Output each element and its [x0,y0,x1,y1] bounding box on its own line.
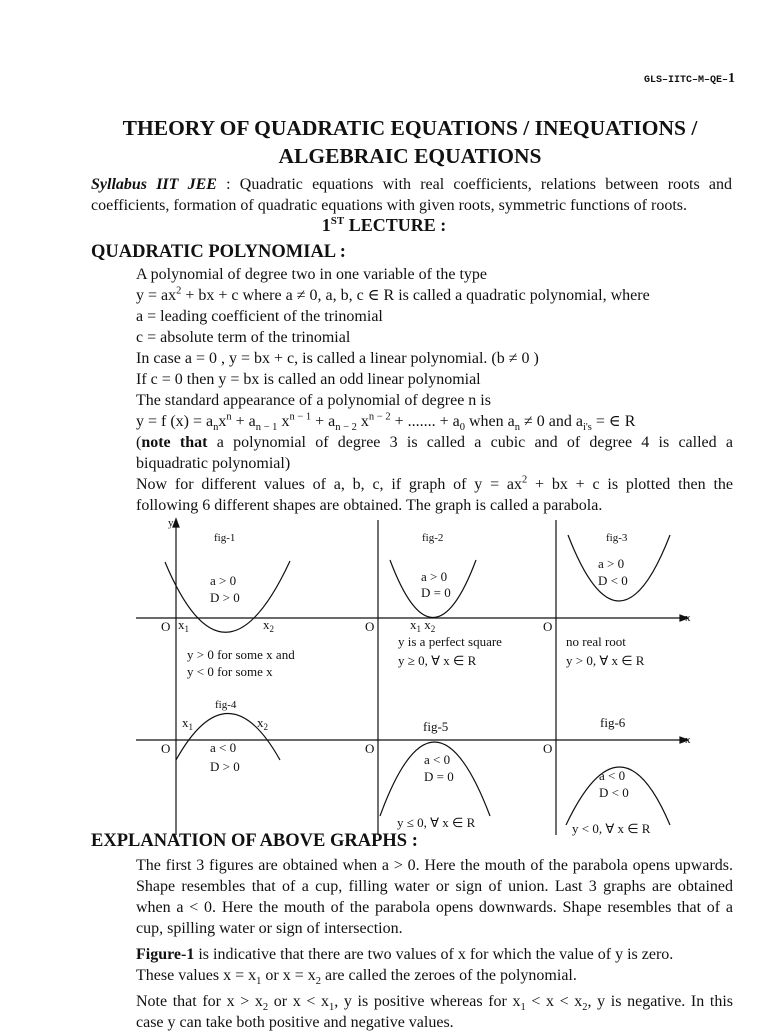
equation-quadratic: $y = ax^2$ + bx + c where a ≠ 0, a, b, c ∈ R is called a quadratic polynomial, where [136,285,650,304]
origin-fig2: O [365,619,375,634]
syllabus-paragraph: Syllabus IIT JEE : Quadratic equations with real coefficients, relations between roots and coefficients, formation of quadratic equations with given roots, symmetric functions of roots. [91,176,732,214]
page-title-line2: ALGEBRAIC EQUATIONS [278,144,542,168]
fig5-cond2: D = 0 [424,769,454,784]
page-title-line1: THEORY OF QUADRATIC EQUATIONS / INEQUATIONS / [122,116,698,140]
fig2-cond1: a > 0 [421,569,448,584]
y-axis-arrow [173,519,179,527]
origin-fig1: O [161,619,171,634]
fig6-cond2: D < 0 [599,785,629,800]
fig1-cond1: a > 0 [210,573,237,588]
fig2-desc1: y is a perfect square [398,634,502,649]
fig5-cond1: a < 0 [424,752,451,767]
fig6-desc: y < 0, ∀ x ∈ R [572,821,651,836]
page-code: GLS–IITC–M–QE–1 [643,71,735,86]
fig2-label: fig-2 [422,532,444,544]
origin-fig6: O [543,741,553,756]
section-heading-explanation: EXPLANATION OF ABOVE GRAPHS : [91,831,418,851]
fig4-cond2: D > 0 [210,759,240,774]
fig2-desc2: y ≥ 0, ∀ x ∈ R [398,653,477,668]
fig3-cond1: a > 0 [598,556,625,571]
x-axis-label-bottom: x [685,734,691,746]
fig2-roots: $x_1$ $x_2$ [410,617,436,634]
y-axis-label: y [168,517,174,529]
origin-fig3: O [543,619,553,634]
origin-fig4: O [161,741,171,756]
fig1-root1: $x_1$ [178,617,189,634]
section-heading-quadratic-polynomial: QUADRATIC POLYNOMIAL : [91,242,346,262]
equation-polynomial: y = f $(x) = a_nx^n + a_{n - 1}$ $x^{n - 1} + a_{n - 2}$ $x^{n - 2}$ + ....... + $a_0$ when $a_n \ne 0$ and $a_{i's}$ = ∈ R [136,411,636,434]
fig4-root1: $x_1$ [182,715,193,732]
fig6-cond1: a < 0 [599,768,626,783]
figure1-paragraph: Figure-1 is indicative that there are two values of x for which the value of y is zero. These values $x = x_1$ or $x = x_2$ are called the zeroes of the polynomial. [136,946,674,988]
note-paragraph: Note that for $x > x_2$ or $x < x_1$, y is positive whereas for $x_1 < x < x_2$, y is negative. In this case y can take both positive and negative values. [136,993,734,1031]
fig4-cond1: a < 0 [210,740,237,755]
fig6-label: fig-6 [600,715,626,730]
note-line: (note that a polynomial of degree 3 is called a cubic and of degree 4 is called a [136,434,734,451]
fig3-label: fig-3 [606,532,628,544]
fig4-root2: $x_2$ [257,715,268,732]
parabola-graphs-figure [132,515,692,840]
fig1-root2: $x_2$ [263,617,274,634]
fig3-desc1: no real root [566,634,626,649]
fig1-desc2: y < 0 for some x [187,664,273,679]
section1-body: A polynomial of degree two in one variable of the type $y = ax^2$ + bx + c where a ≠ 0, a, b, c ∈ R is called a quadratic polynomial, where a = leading coefficient of the trinomial c = absolute term of the trinomial In case a = 0 , y = bx + c, is called a linear polynomial. (b ≠ 0 ) If c = 0 then y = bx is called an odd linear polynomial The standard appearance of a polynomial of degree n is y = f $(x) = a_nx^n + a_{n - 1}$ $x^{n - 1} + a_{n - 2}$ $x^{n - 2}$ + ....... + $a_0$ when $a_n \ne 0$ and $a_{i's}$ = ∈ R (note that a polynomial of degree 3 is called a cubic and of degree 4 is called a biquadratic polynomial) Now for different values of a, b, c, if graph of $y = ax^2$ + bx + c is plotted then the following 6 different shapes are obtained. The graph is called a parabola. [136,266,734,514]
fig3-desc2: y > 0, ∀ x ∈ R [566,653,645,668]
fig1-desc1: y > 0 for some x and [187,647,295,662]
explanation-paragraph: The first 3 figures are obtained when a > 0. Here the mouth of the parabola opens upwards. Shape resembles that of a cup, filling water or sign of union. Last 3 graphs are obtained when a < 0. Here the mouth of the parabola opens downwards. Shape resembles that of a cup, spilling water or sign of intersection. [136,857,733,937]
fig3-cond2: D < 0 [598,573,628,588]
fig4-label: fig-4 [215,699,237,711]
fig2-cond2: D = 0 [421,585,451,600]
fig1-cond2: D > 0 [210,590,240,605]
fig5-label: fig-5 [423,719,449,734]
fig5-desc: y ≤ 0, ∀ x ∈ R [397,815,476,830]
fig1-label: fig-1 [214,532,236,544]
x-axis-label-top: x [685,612,691,624]
lecture-heading: 1ST LECTURE : [321,215,447,235]
origin-fig5: O [365,741,375,756]
now-line: Now for different values of a, b, c, if graph of $y = ax^2$ + bx + c is plotted then the [136,474,733,493]
